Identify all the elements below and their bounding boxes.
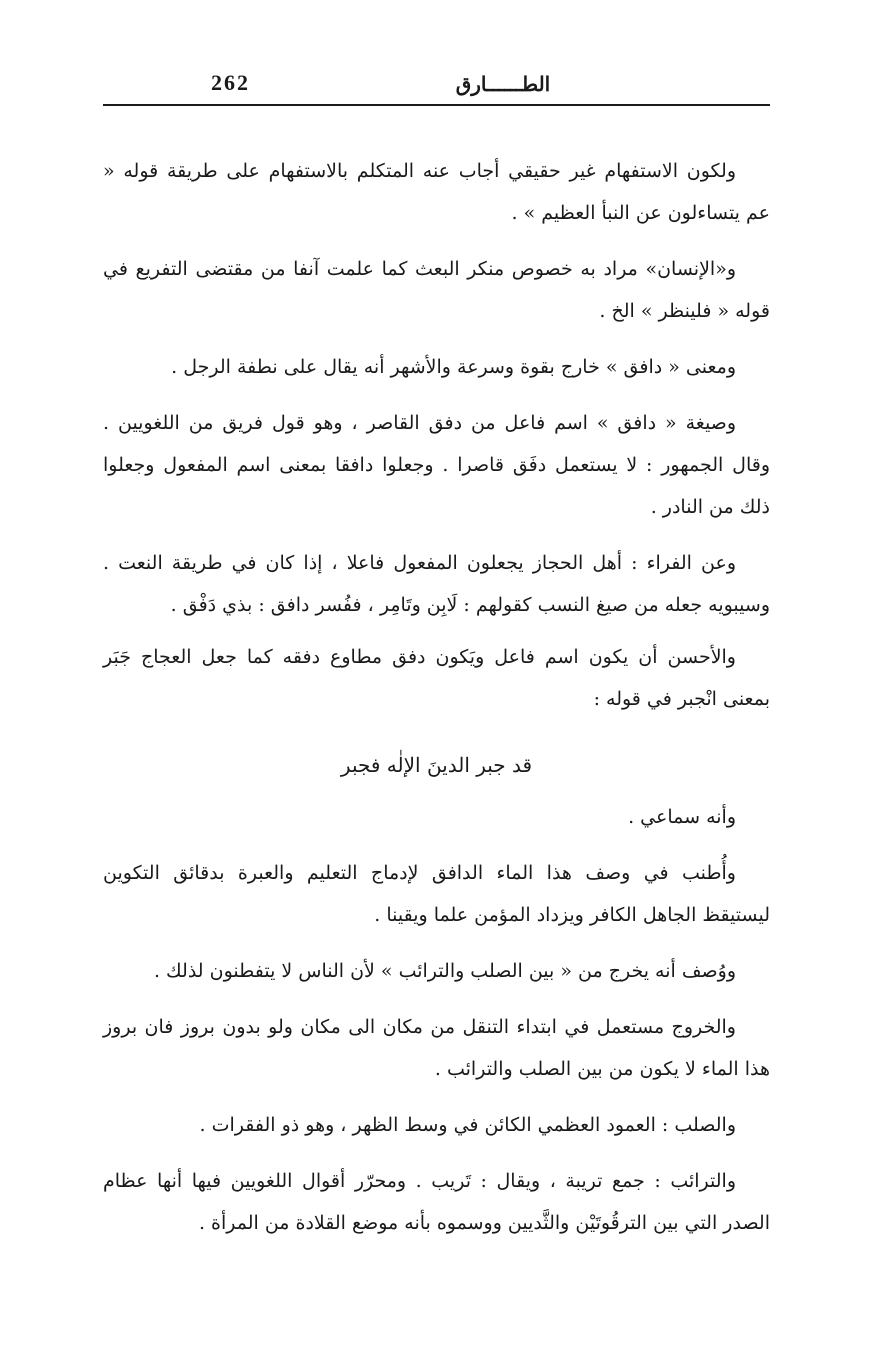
page-header <box>103 70 770 108</box>
paragraph: والأحسن أن يكون اسم فاعل ويَكون دفق مطاوع دفقه كما جعل العجاج جَبَر بمعنى انْجبر في قوله : <box>103 646 770 710</box>
body-text <box>103 150 770 1258</box>
header-rule <box>103 104 770 106</box>
paragraph: وأُطنب في وصف هذا الماء الدافق لإدماج التعليم والعبرة بدقائق التكوين ليستيقظ الجاهل الكافر ويزداد المؤمن علما ويقينا . <box>103 862 770 926</box>
paragraph: والصلب : العمود العظمي الكائن في وسط الظهر ، وهو ذو الفقرات . <box>199 1114 736 1136</box>
paragraph: والخروج مستعمل في ابتداء التنقل من مكان الى مكان ولو بدون بروز فان بروز هذا الماء لا يكون من بين الصلب والترائب . <box>103 1016 770 1080</box>
paragraph: و«الإنسان» مراد به خصوص منكر البعث كما علمت آنفا من مقتضى التفريع في قوله « فلينظر » الخ . <box>103 258 770 322</box>
page-number: 262 <box>211 70 250 95</box>
paragraph: ومعنى « دافق » خارج بقوة وسرعة والأشهر أنه يقال على نطفة الرجل . <box>171 356 736 378</box>
running-title: الطــــــارق <box>455 72 551 96</box>
paragraph: وعن الفراء : أهل الحجاز يجعلون المفعول فاعلا ، إذا كان في طريقة النعت . وسيبويه جعله من صيغ النسب كقولهم : لَابِن وتَامِر ، ففُسر دافق : بذي دَفْق . <box>103 552 770 616</box>
paragraph: وصيغة « دافق » اسم فاعل من دفق القاصر ، وهو قول فريق من اللغويين . وقال الجمهور : لا يستعمل دفَق قاصرا . وجعلوا دافقا بمعنى اسم المفعول وجعلوا ذلك من النادر . <box>103 412 770 518</box>
paragraph: ولكون الاستفهام غير حقيقي أجاب عنه المتكلم بالاستفهام على طريقة قوله « عم يتساءلون عن النبأ العظيم » . <box>103 160 770 224</box>
paragraph: ووُصف أنه يخرج من « بين الصلب والترائب » لأن الناس لا يتفطنون لذلك . <box>153 960 736 982</box>
paragraph: وأنه سماعي . <box>628 806 736 828</box>
paragraph: والترائب : جمع تريبة ، ويقال : تَريب . ومحرّر أقوال اللغويين فيها أنها عظام الصدر التي بين الترقُوتَيْن والثَّديين ووسموه بأنه موضع القلادة من المرأة . <box>103 1170 770 1234</box>
verse-line: قد جبر الدينَ الإلٰه فجبر <box>340 753 533 777</box>
